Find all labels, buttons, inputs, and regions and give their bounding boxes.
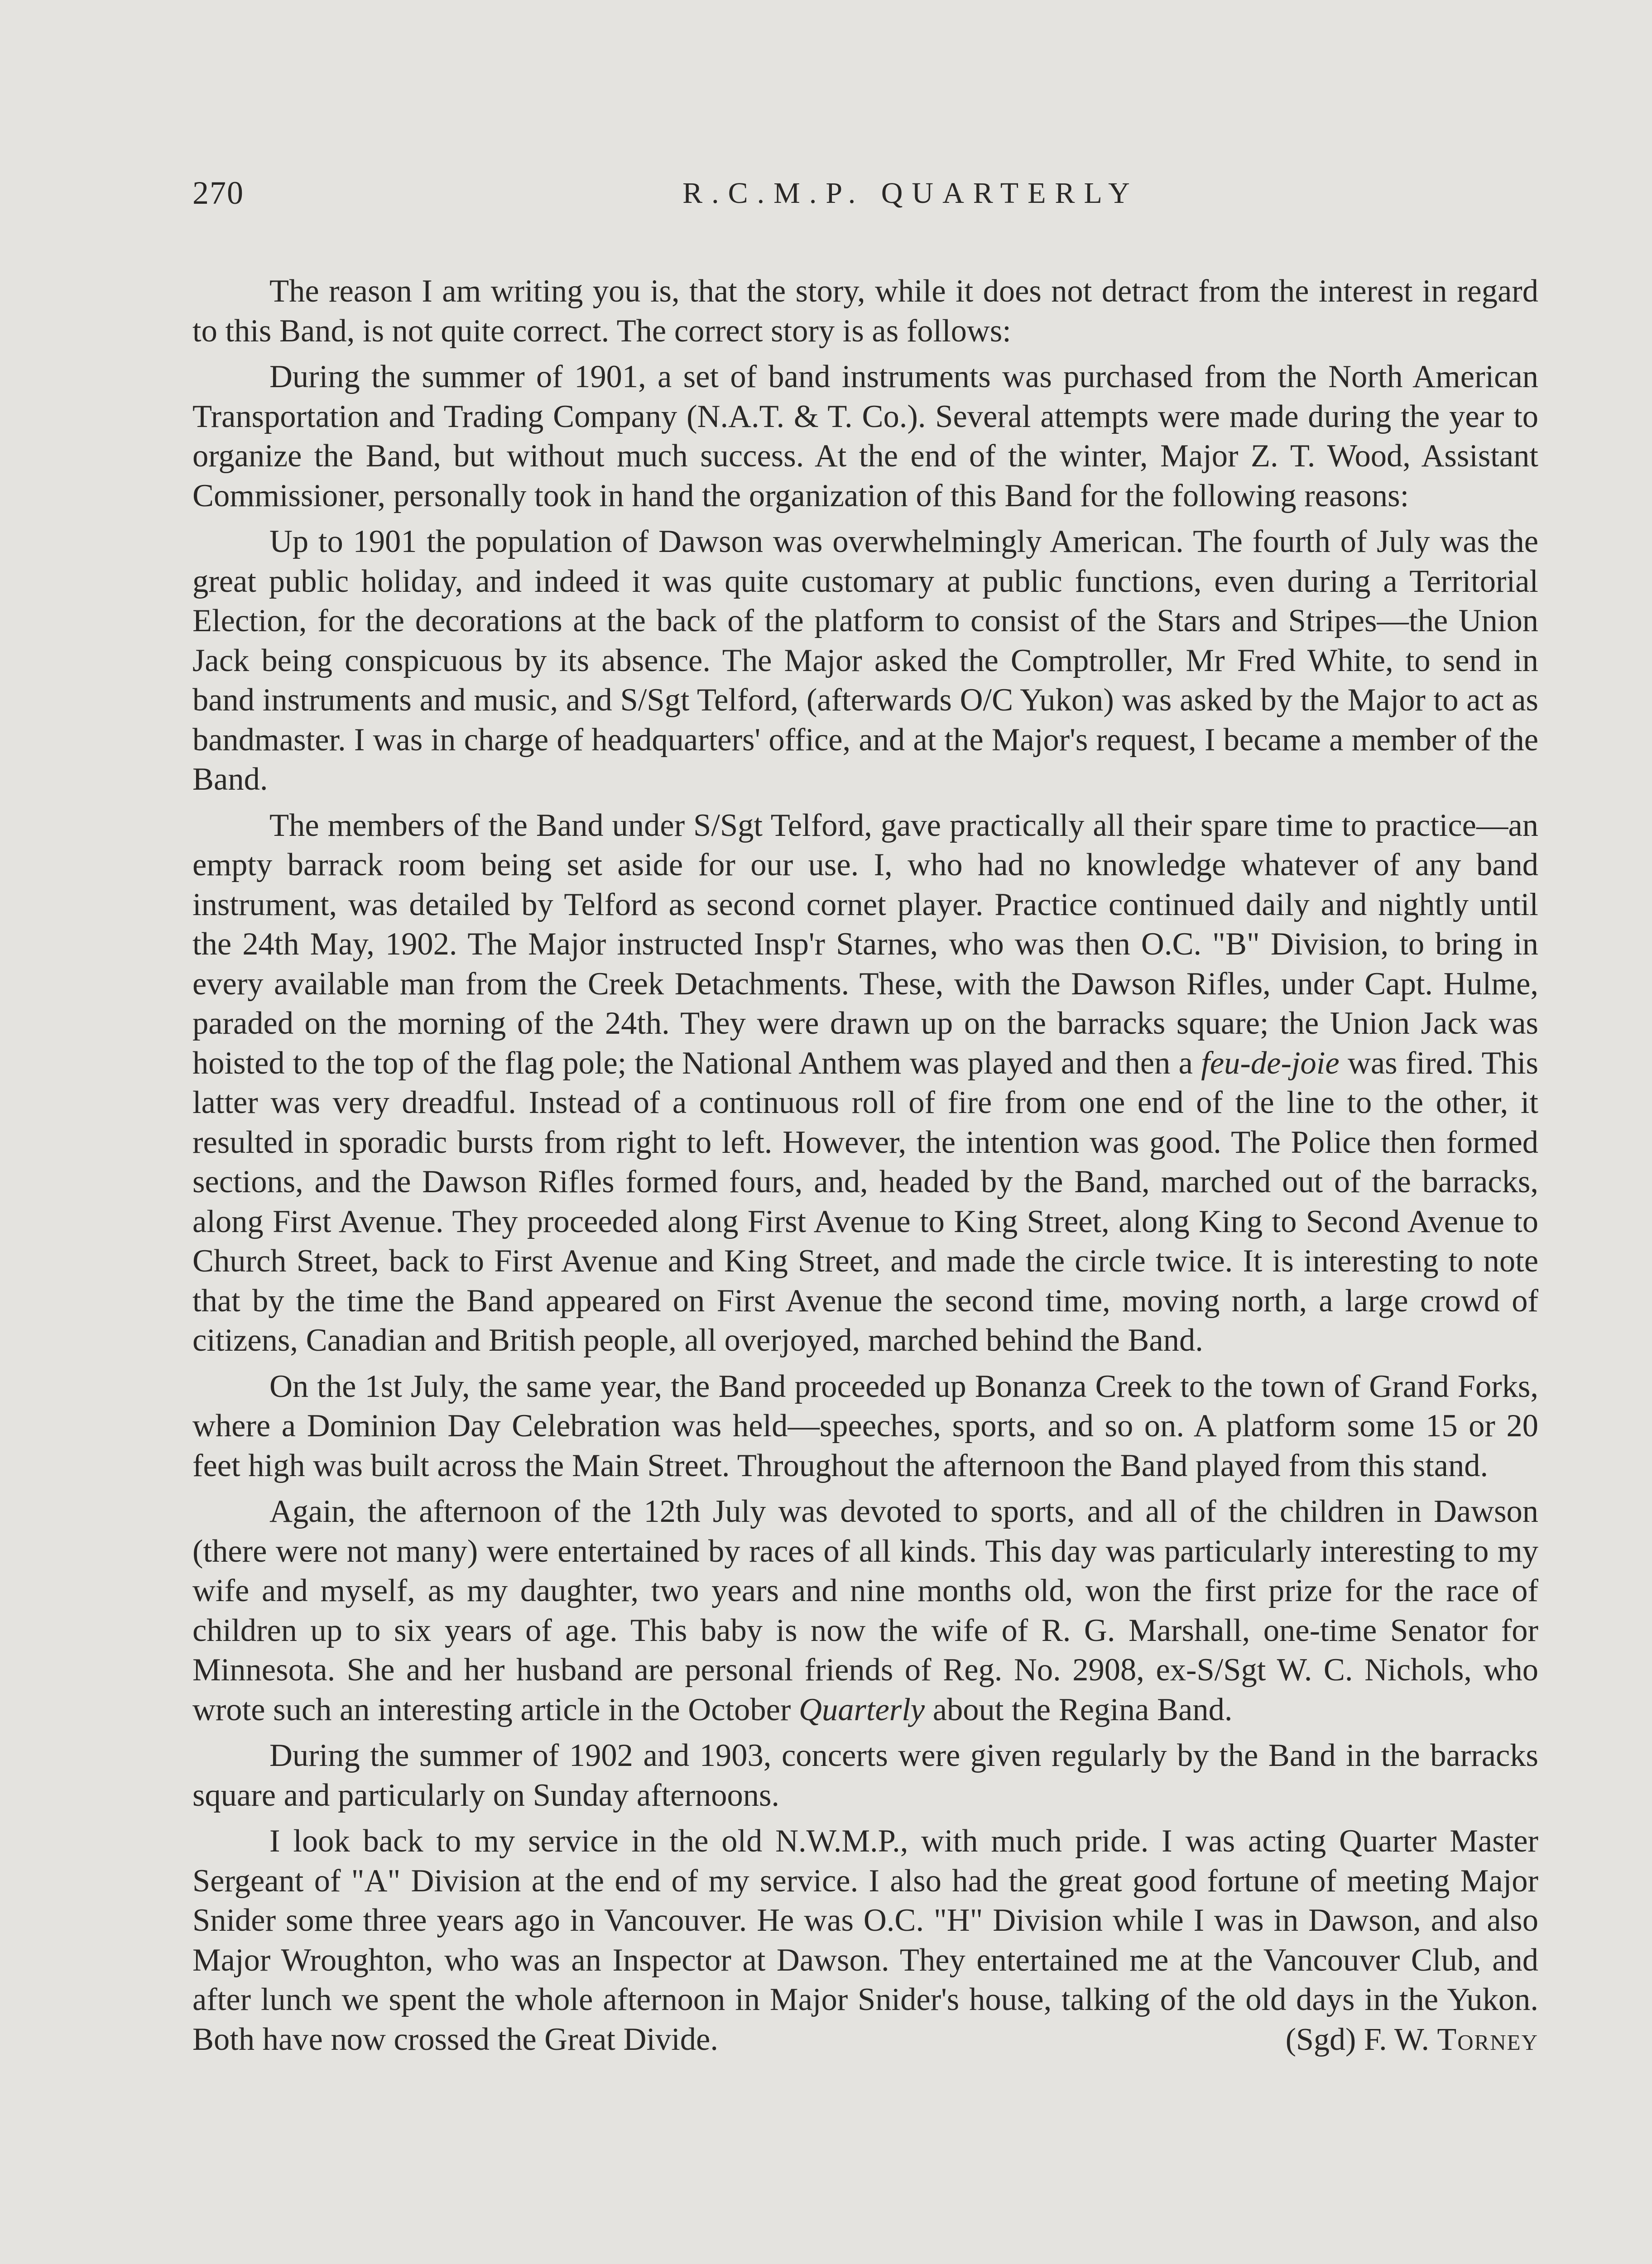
page-number: 270 bbox=[192, 175, 244, 211]
article-body bbox=[192, 272, 1538, 2059]
page-header bbox=[192, 174, 1543, 224]
paragraph-2: During the summer of 1901, a set of band instruments was purchased from the North American Transportation and Trading Company (N.A.T. & T. Co.). Several attempts were made during the year to organize the Band, but without much success. At the end of the winter, Major Z. T. Wood, Assistant Commissioner, personally took in hand the organization of this Band for the following reasons: bbox=[192, 359, 1538, 513]
paragraph-6-italic: Quarterly bbox=[799, 1692, 925, 1727]
paragraph-8-text: I look back to my service in the old N.W.M.P., with much pride. I was acting Quarter Master Sergeant of "A" Division at the end of my service. I also had the great good fortune of meeting Major Snider some three years ago in Vancouver. He was O.C. "H" Division while I was in Dawson, and also Major Wroughton, who was an Inspector at Dawson. They entertained me at the Vancouver Club, and after lunch we spent the whole afternoon in Major Snider's house, talking of the old days in the Yukon. Both have now crossed the Great Divide. bbox=[192, 1823, 1538, 2057]
running-head: R.C.M.P. QUARTERLY bbox=[682, 177, 1139, 210]
paragraph-8 bbox=[192, 1822, 1538, 2059]
paragraph-5: On the 1st July, the same year, the Band proceeded up Bonanza Creek to the town of Grand Forks, where a Dominion Day Celebration was held—speeches, sports, and so on. A platform some 15 or 20 feet high was built across the Main Street. Throughout the afternoon the Band played from this stand. bbox=[192, 1368, 1538, 1483]
paragraph-6 bbox=[192, 1492, 1538, 1730]
paragraph-4-italic: feu-de-joie bbox=[1201, 1045, 1340, 1081]
paragraph-6-text-a: Again, the afternoon of the 12th July was devoted to sports, and all of the children in Dawson (there were not many) were entertained by races of all kinds. This day was particularly interesting to my wife and myself, as my daughter, two years and nine months old, won the first prize for the race of children up to six years of age. This baby is now the wife of R. G. Marshall, one-time Senator for Minnesota. She and her husband are personal friends of Reg. No. 2908, ex-S/Sgt W. C. Nichols, who wrote such an interesting article in the October bbox=[192, 1494, 1538, 1727]
paragraph-4-text-a: The members of the Band under S/Sgt Telford, gave practically all their spare time to practice—an empty barrack room being set aside for our use. I, who had no knowledge whatever of any band instrument, was detailed by Telford as second cornet player. Practice continued daily and nightly until the 24th May, 1902. The Major instructed Insp'r Starnes, who was then O.C. "B" Division, to bring in every available man from the Creek Detachments. These, with the Dawson Rifles, under Capt. Hulme, paraded on the morning of the 24th. They were drawn up on the barracks square; the Union Jack was hoisted to the top of the flag pole; the National Anthem was played and then a bbox=[192, 807, 1538, 1081]
signature-surname: Torney bbox=[1437, 2022, 1538, 2057]
paragraph-4 bbox=[192, 806, 1538, 1361]
signature-prefix: (Sgd) F. W. bbox=[1285, 2022, 1437, 2057]
paragraph-4-text-b: was fired. This latter was very dreadful. Instead of a continuous roll of fire from one end of the line to the other, it resulted in sporadic bursts from right to left. However, the intention was good. The Police then formed sections, and the Dawson Rifles formed fours, and, headed by the Band, marched out of the barracks, along First Avenue. They proceeded along First Avenue to King Street, along King to Second Avenue to Church Street, back to First Avenue and King Street, and made the circle twice. It is interesting to note that by the time the Band appeared on First Avenue the second time, moving north, a large crowd of citizens, Canadian and British people, all overjoyed, marched behind the Band. bbox=[192, 1045, 1538, 1358]
paragraph-3: Up to 1901 the population of Dawson was overwhelmingly American. The fourth of July was the great public holiday, and indeed it was quite customary at public functions, even during a Territorial Election, for the decorations at the back of the platform to consist of the Stars and Stripes—the Union Jack being conspicuous by its absence. The Major asked the Comptroller, Mr Fred White, to send in band instruments and music, and S/Sgt Telford, (afterwards O/C Yukon) was asked by the Major to act as bandmaster. I was in charge of headquarters' office, and at the Major's request, I became a member of the Band. bbox=[192, 524, 1538, 797]
paragraph-1: The reason I am writing you is, that the story, while it does not detract from the interest in regard to this Band, is not quite correct. The correct story is as follows: bbox=[192, 273, 1538, 349]
paragraph-6-text-b: about the Regina Band. bbox=[925, 1692, 1233, 1727]
signature bbox=[1209, 2020, 1538, 2060]
paragraph-7: During the summer of 1902 and 1903, concerts were given regularly by the Band in the barracks square and particularly on Sunday afternoons. bbox=[192, 1738, 1538, 1813]
